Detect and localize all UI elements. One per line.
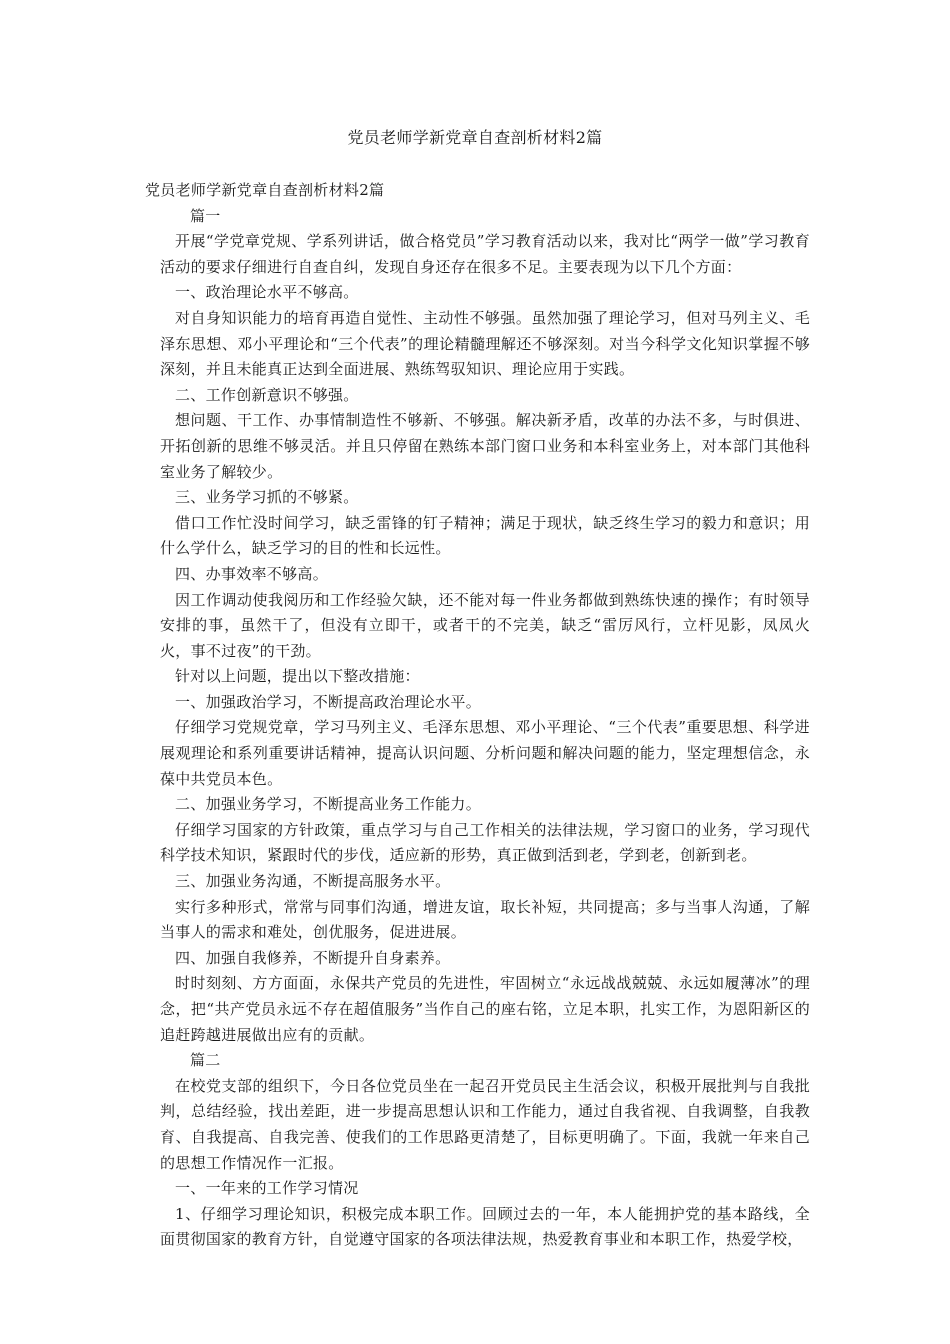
document-body	[145, 178, 810, 1253]
document-paragraph: 对自身知识能力的培育再造自觉性、主动性不够强。虽然加强了理论学习，但对马列主义、毛泽东思想、邓小平理论和“三个代表”的理论精髓理解还不够深刻。对当今科学文化知识掌握不够深刻，并且未能真正达到全面进展、熟练驾驭知识、理论应用于实践。	[160, 308, 810, 379]
document-subtitle: 党员老师学新党章自查剖析材料2篇	[145, 181, 385, 199]
document-paragraph: 三、业务学习抓的不够紧。	[175, 488, 359, 507]
document-paragraph: 因工作调动使我阅历和工作经验欠缺，还不能对每一件业务都做到熟练快速的操作；有时领导安排的事，虽然干了，但没有立即干，或者干的不完美，缺乏“雷厉风行，立杆见影，凤凤火火，事不过夜”的干劲。	[160, 590, 810, 660]
document-paragraph: 在校党支部的组织下，今日各位党员坐在一起召开党员民主生活会议，积极开展批判与自我批判，总结经验，找出差距，进一步提高思想认识和工作能力，通过自我省视、自我调整，自我教育、自我提高、自我完善、使我们的工作思路更清楚了，目标更明确了。下面，我就一年来自己的思想工作情况作一汇报。	[160, 1076, 810, 1172]
document-paragraph: 一、一年来的工作学习情况	[175, 1179, 359, 1198]
document-paragraph: 实行多种形式，常常与同事们沟通，增进友谊，取长补短，共同提高；多与当事人沟通，了解当事人的需求和难处，创优服务，促进进展。	[160, 897, 810, 942]
document-paragraph: 1、仔细学习理论知识，积极完成本职工作。回顾过去的一年，本人能拥护党的基本路线，全面贯彻国家的教育方针，自觉遵守国家的各项法律法规，热爱教育事业和本职工作，热爱学校，	[160, 1204, 810, 1249]
document-paragraph: 开展“学党章党规、学系列讲话，做合格党员”学习教育活动以来，我对比“两学一做”学习教育活动的要求仔细进行自查自纠，发现自身还存在很多不足。主要表现为以下几个方面：	[160, 232, 810, 276]
document-paragraph: 三、加强业务沟通，不断提高服务水平。	[175, 872, 451, 891]
document-paragraph: 四、加强自我修养，不断提升自身素养。	[175, 948, 451, 967]
document-paragraph: 想问题、干工作、办事情制造性不够新、不够强。解决新矛盾，改革的办法不多，与时俱进、开拓创新的思维不够灵活。并且只停留在熟练本部门窗口业务和本科室业务上，对本部门其他科室业务了解较少。	[160, 411, 810, 481]
document-paragraph: 时时刻刻、方方面面，永保共产党员的先进性，牢固树立“永远战战兢兢、永远如履薄冰”的理念，把“共产党员永远不存在超值服务”当作自己的座右铭，立足本职，扎实工作，为恩阳新区的追赶跨越进展做出应有的贡献。	[160, 974, 810, 1044]
document-paragraph: 一、加强政治学习，不断提高政治理论水平。	[175, 692, 482, 711]
document-paragraph: 四、办事效率不够高。	[175, 564, 329, 583]
document-title: 党员老师学新党章自查剖析材料2篇	[347, 128, 603, 147]
document-paragraph: 针对以上问题，提出以下整改措施：	[175, 667, 420, 686]
document-paragraph: 仔细学习党规党章，学习马列主义、毛泽东思想、邓小平理论、“三个代表”重要思想、科学进展观理论和系列重要讲话精神，提高认识问题、分析问题和解决问题的能力，坚定理想信念，永葆中共党员本色。	[160, 718, 810, 788]
document-paragraph: 借口工作忙没时间学习，缺乏雷锋的钉子精神；满足于现状，缺乏终生学习的毅力和意识；用什么学什么，缺乏学习的目的性和长远性。	[160, 513, 810, 558]
document-paragraph: 篇一	[190, 206, 221, 225]
document-paragraph: 一、政治理论水平不够高。	[175, 283, 359, 302]
document-paragraph: 二、工作创新意识不够强。	[175, 385, 359, 404]
document-paragraph: 二、加强业务学习，不断提高业务工作能力。	[175, 795, 482, 814]
document-paragraph: 篇二	[190, 1051, 221, 1070]
document-paragraph: 仔细学习国家的方针政策，重点学习与自己工作相关的法律法规，学习窗口的业务，学习现代科学技术知识，紧跟时代的步伐，适应新的形势，真正做到活到老，学到老，创新到老。	[160, 820, 810, 865]
